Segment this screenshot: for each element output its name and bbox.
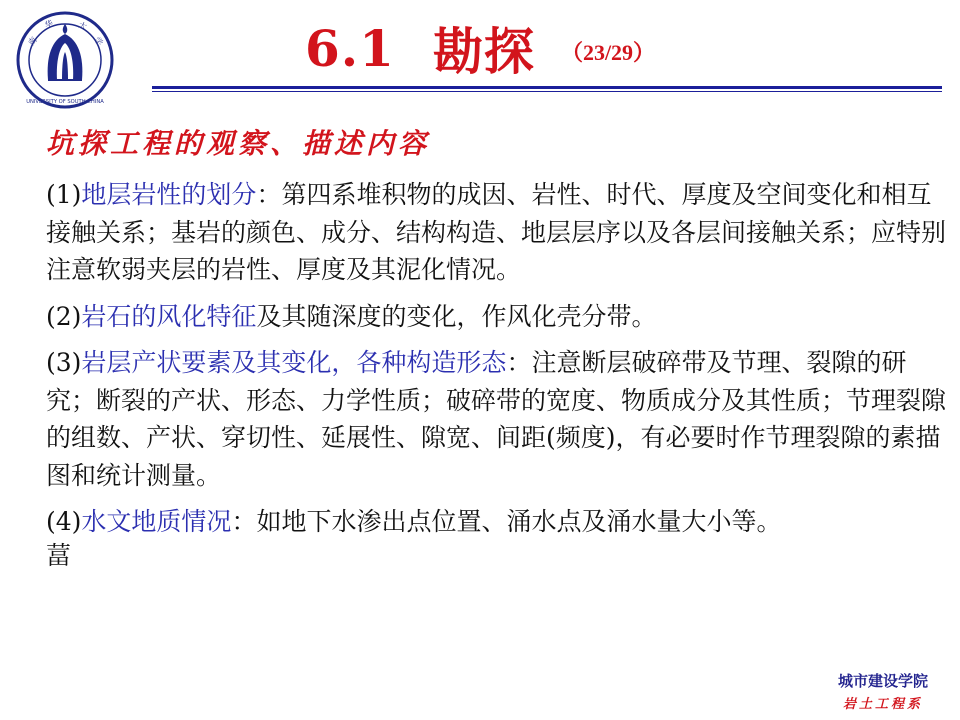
section-subtitle: 坑探工程的观察、描述内容 (46, 127, 431, 160)
page-counter: （23/29） (560, 39, 656, 65)
header-divider-thin (152, 91, 942, 92)
svg-text:大: 大 (77, 20, 88, 32)
item-text: ：如地下水渗出点位置、涌水点及涌水量大小等。 (231, 507, 782, 536)
item-text: ：注意断层破碎带及节理、裂隙的研究；断裂的产状、形态、力学性质；破碎带的宽度、物质成分及其性质；节理裂隙的组数、产状、穿切性、延展性、隙宽、间距(频度)，有必要时作节理裂隙的素描图和统计测量。 (46, 348, 947, 490)
footer (822, 670, 944, 712)
list-item (46, 176, 946, 289)
footer-school: 城市建设学院 (837, 672, 928, 690)
item-prefix: (1) (46, 180, 82, 209)
slide-header (0, 12, 960, 82)
page-title: 勘探 (432, 22, 535, 81)
svg-text:UNIVERSITY OF SOUTH CHINA: UNIVERSITY OF SOUTH CHINA (26, 99, 104, 105)
item-prefix: (3) (46, 348, 82, 377)
list-item (46, 298, 946, 336)
svg-text:华: 华 (43, 18, 55, 30)
list-item (46, 344, 946, 494)
footer-department: 岩土工程系 (842, 697, 923, 712)
item-text: 及其随深度的变化，作风化壳分带。 (256, 301, 657, 331)
item-key: 岩石的风化特征 (81, 301, 257, 331)
svg-text:学: 学 (92, 35, 105, 48)
item-prefix: (4) (46, 507, 82, 536)
list-item (46, 503, 946, 541)
header-divider (152, 86, 942, 89)
content-body (46, 176, 946, 574)
item-key: 地层岩性的划分 (81, 180, 257, 209)
section-number: 6.1 (304, 18, 395, 78)
svg-text:南: 南 (26, 35, 39, 48)
item-text: ：第四系堆积物的成因、岩性、时代、厚度及空间变化和相互接触关系；基岩的颜色、成分、结构构造、地层层序以及各层间接触关系；应特别注意软弱夹层的岩性、厚度及其泥化情况。 (46, 180, 947, 284)
item-key: 岩层产状要素及其变化，各种构造形态 (81, 348, 507, 377)
end-mark: 葍 (46, 540, 72, 570)
item-prefix: (2) (46, 301, 82, 331)
item-key: 水文地质情况 (81, 507, 232, 536)
